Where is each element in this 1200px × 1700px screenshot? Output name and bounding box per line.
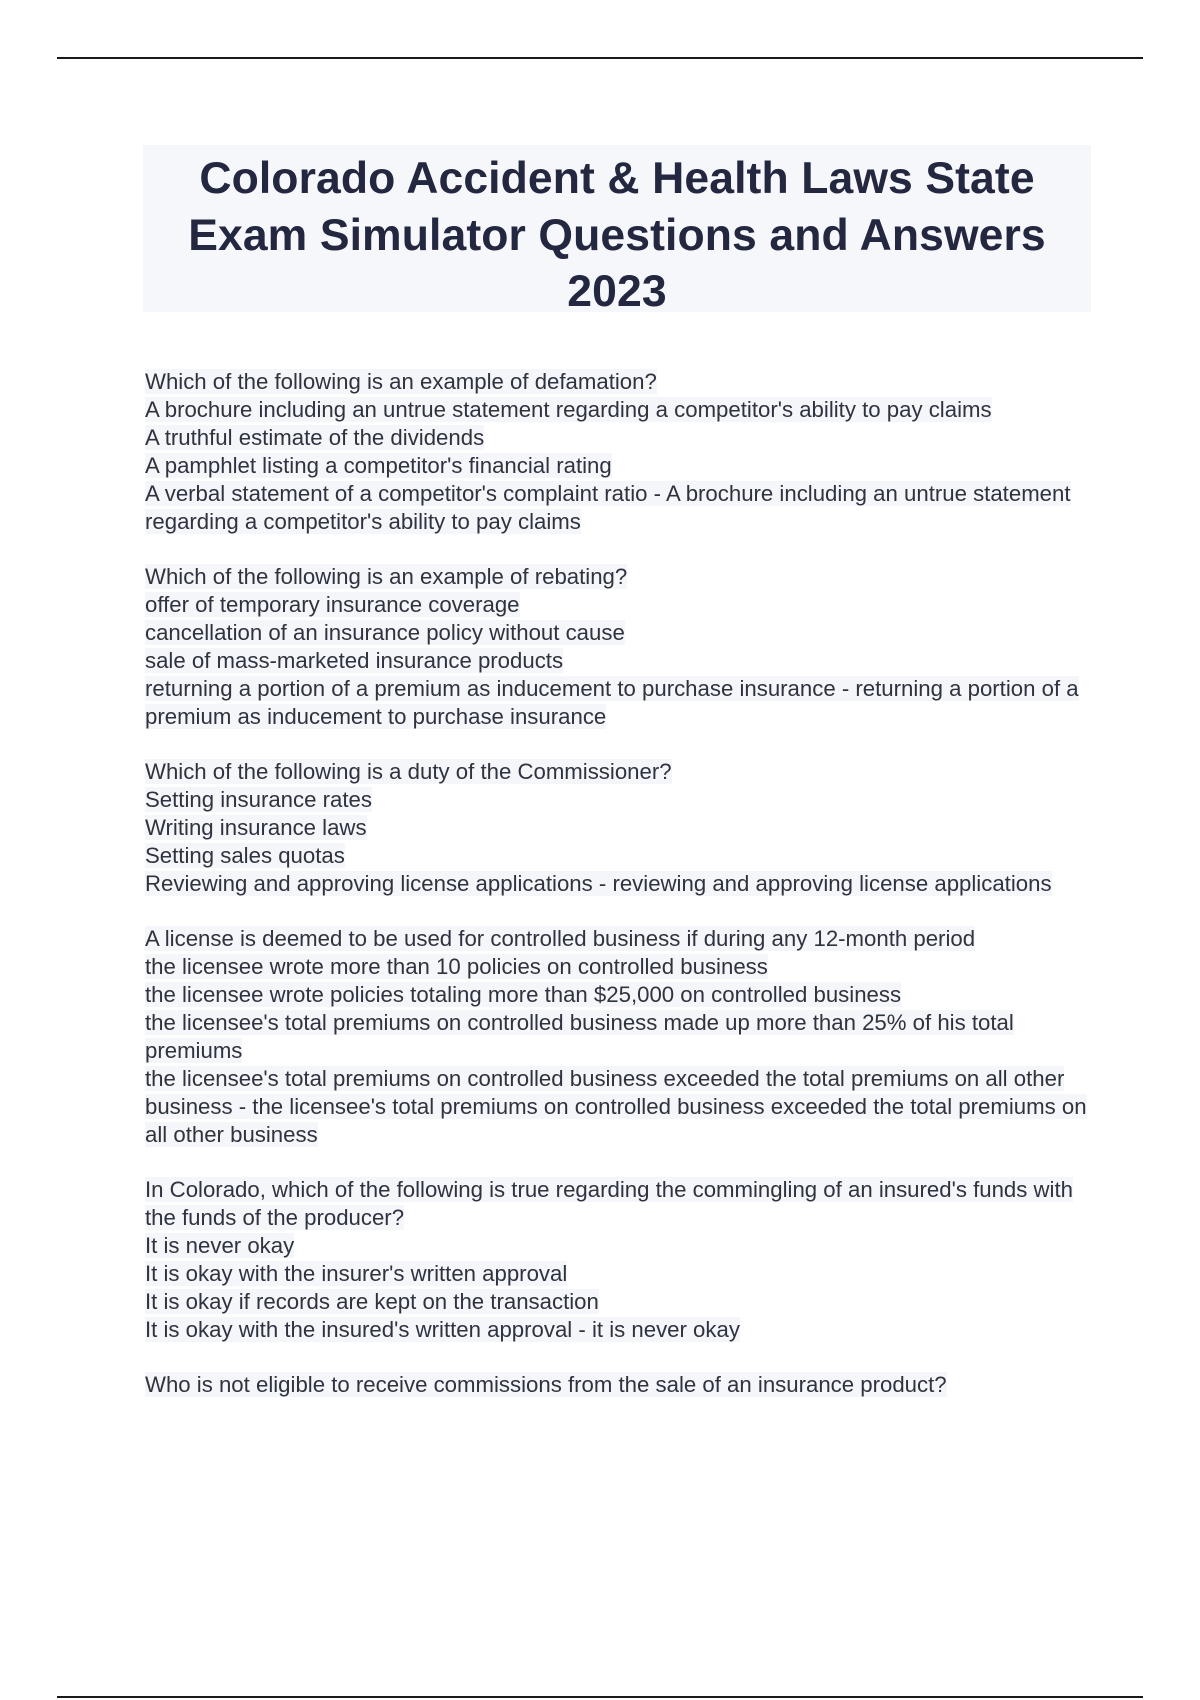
answer-option: It is okay with the insured's written approval - it is never okay: [145, 1317, 740, 1342]
answer-option: Reviewing and approving license applications - reviewing and approving license applications: [145, 871, 1052, 896]
question-text: In Colorado, which of the following is true regarding the commingling of an insured's funds with the funds of the producer?: [145, 1177, 1073, 1230]
answer-option: A truthful estimate of the dividends: [145, 425, 485, 450]
answer-option: the licensee's total premiums on controlled business exceeded the total premiums on all other business - the licensee's total premiums on controlled business exceeded the total premiums on all other business: [145, 1066, 1087, 1147]
question-text: Which of the following is an example of defamation?: [145, 369, 657, 394]
answer-option: the licensee wrote more than 10 policies on controlled business: [145, 954, 768, 979]
answer-option: offer of temporary insurance coverage: [145, 592, 520, 617]
qa-block-4: [145, 925, 1095, 1149]
question-text: Who is not eligible to receive commissions from the sale of an insurance product?: [145, 1372, 947, 1397]
answer-option: A pamphlet listing a competitor's financial rating: [145, 453, 612, 478]
qa-block-5: [145, 1176, 1095, 1344]
qa-block-2: [145, 563, 1095, 731]
answer-option: the licensee's total premiums on controlled business made up more than 25% of his total premiums: [145, 1010, 1014, 1063]
answer-option: A verbal statement of a competitor's complaint ratio - A brochure including an untrue statement regarding a competitor's ability to pay claims: [145, 481, 1071, 534]
top-rule: [57, 57, 1143, 59]
qa-content: [145, 368, 1095, 1426]
qa-block-3: [145, 758, 1095, 898]
qa-block-6: [145, 1371, 1095, 1399]
answer-option: It is never okay: [145, 1233, 295, 1258]
answer-option: cancellation of an insurance policy without cause: [145, 620, 625, 645]
answer-option: A brochure including an untrue statement regarding a competitor's ability to pay claims: [145, 397, 992, 422]
answer-option: Setting sales quotas: [145, 843, 345, 868]
answer-option: Setting insurance rates: [145, 787, 372, 812]
answer-option: returning a portion of a premium as inducement to purchase insurance - returning a portion of a premium as inducement to purchase insurance: [145, 676, 1079, 729]
title-box: [143, 145, 1091, 316]
question-text: Which of the following is a duty of the Commissioner?: [145, 759, 672, 784]
qa-block-1: [145, 368, 1095, 536]
document-title: Colorado Accident & Health Laws State Exam Simulator Questions and Answers 2023: [188, 154, 1046, 316]
answer-option: sale of mass-marketed insurance products: [145, 648, 564, 673]
bottom-rule: [57, 1696, 1143, 1698]
answer-option: It is okay if records are kept on the transaction: [145, 1289, 599, 1314]
answer-option: the licensee wrote policies totaling more than $25,000 on controlled business: [145, 982, 902, 1007]
answer-option: It is okay with the insurer's written approval: [145, 1261, 568, 1286]
answer-option: Writing insurance laws: [145, 815, 367, 840]
question-text: A license is deemed to be used for controlled business if during any 12-month period: [145, 926, 976, 951]
question-text: Which of the following is an example of rebating?: [145, 564, 628, 589]
